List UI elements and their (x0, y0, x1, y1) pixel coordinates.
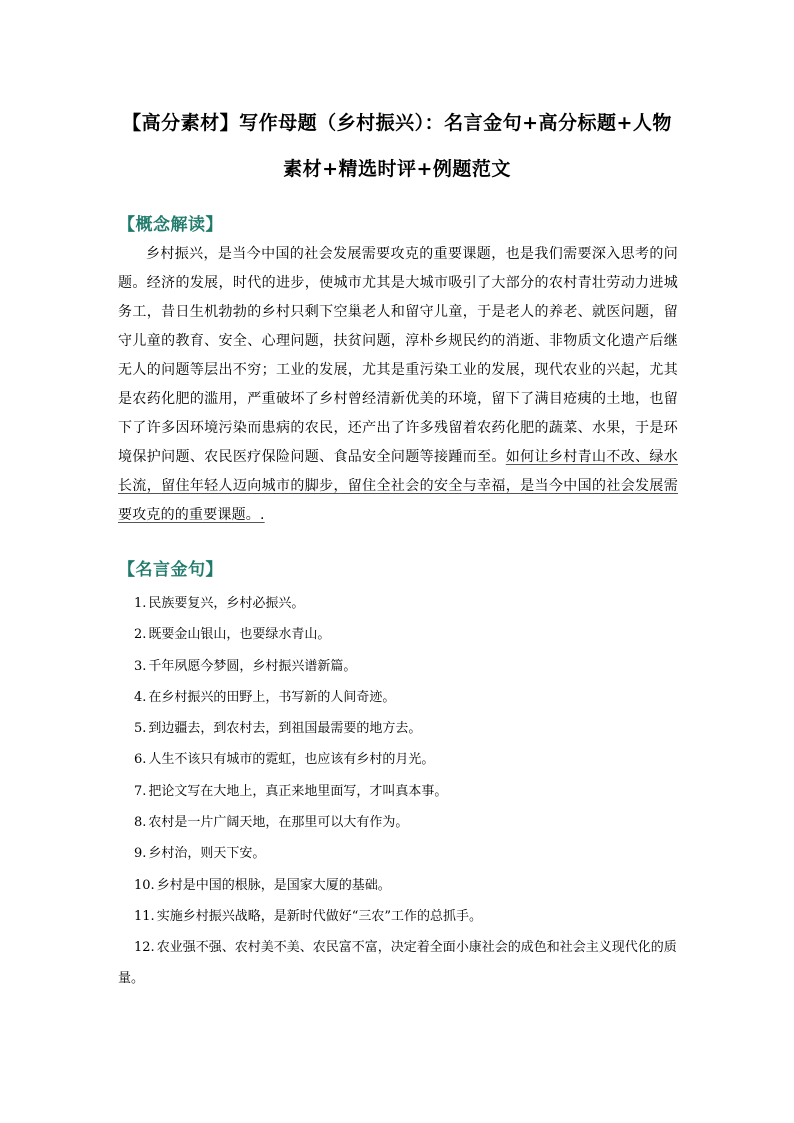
item-text: 千年夙愿今梦圆，乡村振兴谱新篇。 (148, 658, 357, 674)
item-number: 2. (134, 627, 147, 643)
item-number: 10. (134, 877, 155, 893)
item-text: 既要金山银山，也要绿水青山。 (148, 627, 331, 643)
title-line-1: 【高分素材】写作母题（乡村振兴）：名言金句+高分标题+人物 (122, 112, 672, 134)
list-item (118, 657, 678, 688)
list-item (118, 594, 678, 625)
list-item (118, 876, 678, 907)
document-title (100, 100, 694, 192)
item-text: 到边疆去，到农村去，到祖国最需要的地方去。 (148, 721, 422, 737)
item-text: 乡村治，则天下安。 (148, 846, 266, 862)
quotes-heading: 【名言金句】 (118, 560, 223, 580)
item-text: 农业强不强、农村美不美、农民富不富，决定着全面小康社会的成色和社会主义现代化的质量。 (118, 940, 677, 987)
title-line-2: 素材+精选时评+例题范文 (283, 158, 511, 180)
list-item (118, 719, 678, 750)
list-item (118, 932, 678, 994)
item-number: 5. (134, 721, 147, 737)
item-number: 4. (134, 689, 147, 705)
item-text: 在乡村振兴的田野上，书写新的人间奇迹。 (148, 689, 396, 705)
item-text: 实施乡村振兴战略，是新时代做好“三农”工作的总抓手。 (156, 908, 482, 924)
quote-list (118, 594, 678, 994)
item-text: 把论文写在大地上，真正来地里面写，才叫真本事。 (148, 783, 448, 799)
list-item (118, 750, 678, 781)
list-item (118, 844, 678, 875)
list-item (118, 688, 678, 719)
list-item (118, 625, 678, 656)
item-number: 9. (134, 846, 147, 862)
item-number: 8. (134, 815, 147, 831)
item-text: 民族要复兴，乡村必振兴。 (148, 596, 305, 611)
item-text: 人生不该只有城市的霓虹，也应该有乡村的月光。 (148, 752, 435, 768)
item-text: 农村是一片广阔天地，在那里可以大有作为。 (148, 815, 409, 831)
item-number: 3. (134, 658, 147, 674)
concept-paragraph (118, 240, 678, 530)
item-number: 1. (134, 596, 147, 611)
item-number: 7. (134, 783, 147, 799)
item-number: 12. (134, 940, 155, 956)
list-item (118, 782, 678, 813)
concept-heading: 【概念解读】 (118, 215, 223, 235)
list-item (118, 813, 678, 844)
item-number: 6. (134, 752, 147, 768)
item-number: 11. (134, 908, 155, 924)
concept-text-underlined: 如何让乡村青山不改、绿水长流，留住年轻人迈向城市的脚步，留住全社会的安全与幸福，是当今中国的社会发展需要攻克的的重要课题。. (118, 449, 678, 523)
item-text: 乡村是中国的根脉，是国家大厦的基础。 (156, 877, 391, 893)
concept-text: 乡村振兴，是当今中国的社会发展需要攻克的重要课题，也是我们需要深入思考的问题。经济的发展，时代的进步，使城市尤其是大城市吸引了大部分的农村青壮劳动力进城务工，昔日生机勃勃的乡村只剩下空巢老人和留守儿童，于是老人的养老、就医问题，留守儿童的教育、安全、心理问题，扶贫问题，淳朴乡规民约的消逝、非物质文化遗产后继无人的问题等层出不穷；工业的发展，尤其是重污染工业的发展，现代农业的兴起，尤其是农药化肥的滥用，严重破坏了乡村曾经清新优美的环境，留下了满目疮痍的土地，也留下了许多因环境污染而患病的农民，还产出了许多残留着农药化肥的蔬菜、水果，于是环境保护问题、农民医疗保险问题、食品安全问题等接踵而至。 (118, 246, 678, 465)
